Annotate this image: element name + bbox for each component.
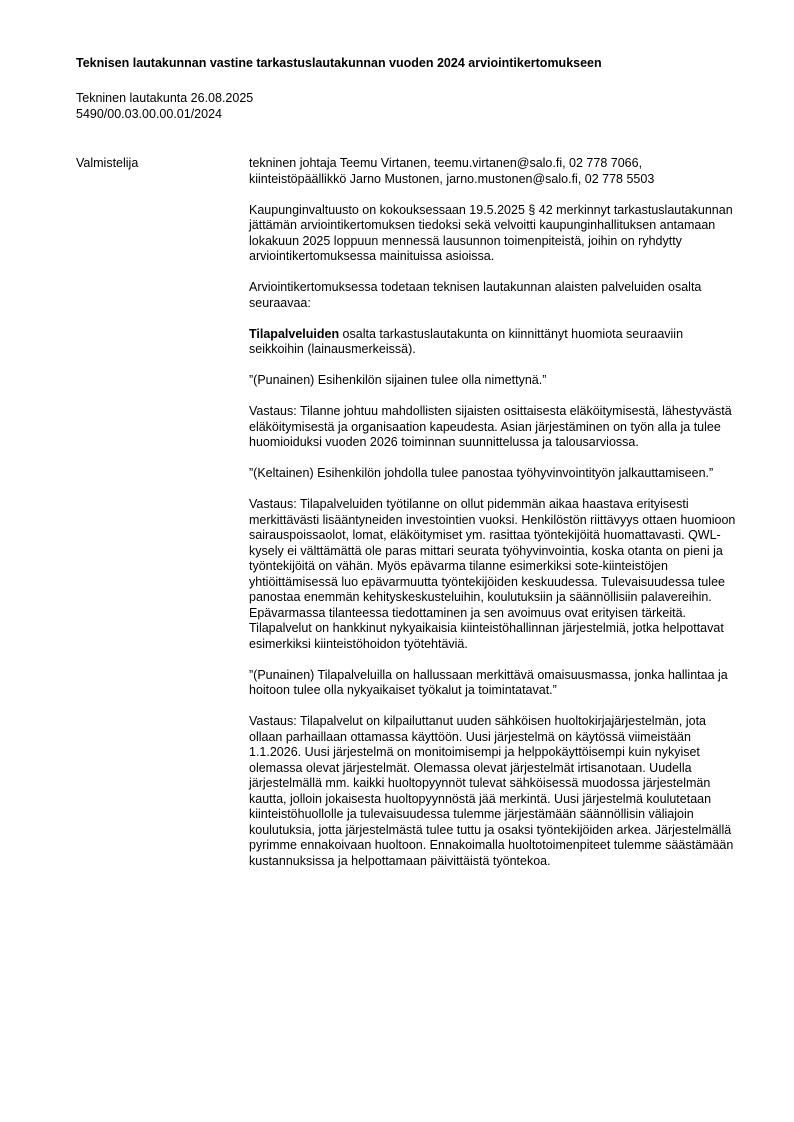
tilapalvelut-rest: osalta tarkastuslautakunta on kiinnittänyt huomiota seuraaviin seikkoihin (lainausmerkeissä).: [249, 326, 684, 356]
quote-1: ”(Punainen) Esihenkilön sijainen tulee olla nimettynä.”: [249, 373, 547, 387]
paragraph-council: Kaupunginvaltuusto on kokouksessaan 19.5.2025 § 42 merkinnyt tarkastuslautakunnan jättämän arviointikertomuksen tiedoksi sekä velvoitti kaupunginhallituksen antamaan lokakuun 2025 loppuun mennessä lausunnon toimenpiteistä, joihin on ryhdytty arviointikertomuksessa mainituissa asioissa.: [249, 202, 733, 263]
paragraph-tilapalvelut: [249, 327, 741, 358]
answer-3: Vastaus: Tilapalvelut on kilpailuttanut uuden sähköisen huoltokirjajärjestelmän, jota ollaan parhaillaan ottamassa käyttöön. Uusi järjestelmä on käytössä viimeistään 1.1.2026. Uusi järjestelmä on monitoimisempi ja helppokäyttöisempi kuin nykyiset olemassa olevat järjestelmät. Olemassa olevat järjestelmät irtisanotaan. Uudella järjestelmällä mm. kaikki huoltopyynnöt tulevat sähköisessä muodossa järjestelmän kautta, jolloin jokaisesta huoltopyynnöstä jää merkintä. Uusi järjestelmä koulutetaan kiinteistöhuollolle ja tulevaisuudessa tulemme järjestämään säännöllisin väliajoin koulutuksia, jotta järjestelmästä tulee tuttu ja osaksi työntekijöiden arkea. Järjestelmällä pyrimme ennakoivaan huoltoon. Ennakoimalla huoltotoimenpiteet tulemme säästämään kustannuksissa ja helpottamaan päivittäistä työntekoa.: [249, 714, 734, 868]
preparers: [249, 156, 741, 187]
answer-1: Vastaus: Tilanne johtuu mahdollisten sijaisten osittaisesta eläköitymisestä, lähestyvästä eläköitymisestä ja organisaation kapeudesta. Asian järjestäminen on työn alla ja tulee huomioiduksi vuoden 2026 toiminnan suunnittelussa ja talousarviossa.: [249, 404, 732, 449]
document-meta: [76, 91, 253, 122]
case-number: 5490/00.03.00.00.01/2024: [76, 106, 222, 121]
tilapalvelut-bold: Tilapalveluiden: [249, 326, 340, 341]
meeting-line: Tekninen lautakunta 26.08.2025: [76, 91, 254, 105]
paragraph-intro: Arviointikertomuksessa todetaan teknisen lautakunnan alaisten palveluiden osalta seuraavaa:: [249, 280, 702, 310]
document-body: [249, 156, 741, 885]
quote-2: ”(Keltainen) Esihenkilön johdolla tulee panostaa työhyvinvointityön jalkauttamiseen.”: [249, 466, 714, 480]
label-valmistelija: Valmistelija: [76, 156, 139, 170]
preparer-2: kiinteistöpäällikkö Jarno Mustonen, jarno.mustonen@salo.fi, 02 778 5503: [249, 171, 655, 186]
document-title: Teknisen lautakunnan vastine tarkastuslautakunnan vuoden 2024 arviointikertomukseen: [76, 56, 602, 70]
answer-2: Vastaus: Tilapalveluiden työtilanne on ollut pidemmän aikaa haastava erityisesti merkittävästi lisääntyneiden investointien vuoksi. Henkilöstön riittävyys ottaen huomioon sairauspoissaolot, lomat, eläköitymiset ym. rasittaa työntekijöitä huomattavasti. QWL-kysely ei välttämättä ole paras mittari seurata työhyvinvointia, koska otanta on pieni ja työntekijöitä on vähän. Myös epävarma tilanne esimerkiksi sote-kiinteistöjen yhtiöittämisessä luo epävarmuutta työntekijöiden keskuudessa. Tulevaisuudessa tulee panostaa enemmän kehityskeskusteluihin, koulutuksiin ja säännöllisiin palavereihin. Epävarmassa tilanteessa tiedottaminen ja sen avoimuus ovat erityisen tärkeitä. Tilapalvelut on hankkinut nykyaikaisia kiinteistöhallinnan järjestelmiä, jotka helpottavat esimerkiksi kiinteistöhoidon työtehtäviä.: [249, 497, 736, 651]
preparer-1: tekninen johtaja Teemu Virtanen, teemu.virtanen@salo.fi, 02 778 7066,: [249, 156, 643, 170]
quote-3: ”(Punainen) Tilapalveluilla on hallussaan merkittävä omaisuusmassa, jonka hallintaa ja hoitoon tulee olla nykyaikaiset työkalut ja toimintatavat.”: [249, 667, 728, 697]
